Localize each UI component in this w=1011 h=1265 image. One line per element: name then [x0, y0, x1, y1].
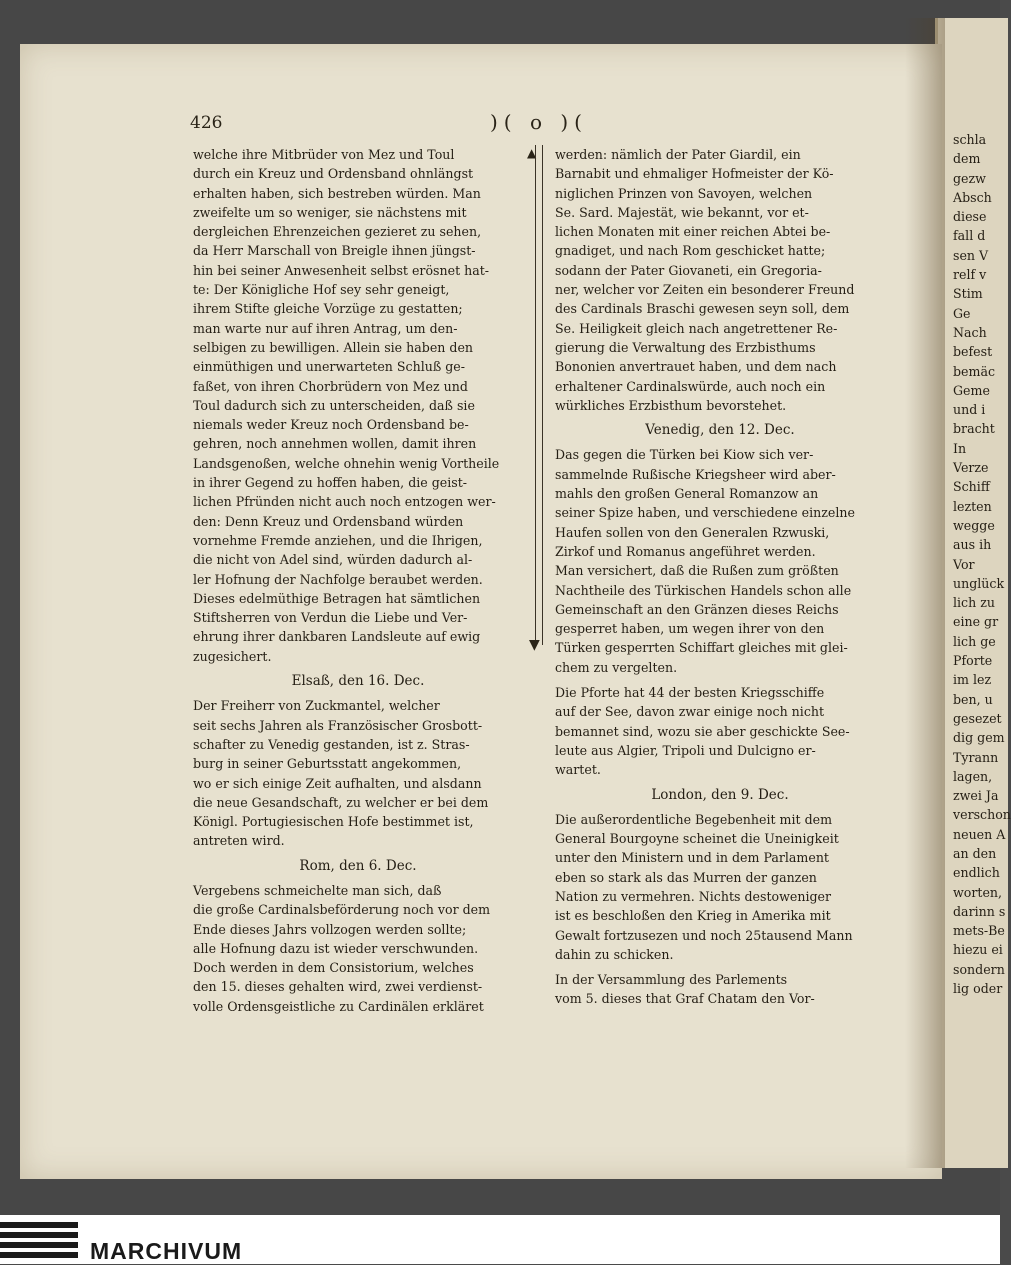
text-line: In der Versammlung des Parlements	[555, 972, 788, 988]
text-line: dig gem	[953, 730, 1005, 746]
text-line: welche ihre Mitbrüder von Mez und Toul	[193, 147, 455, 162]
text-line: man warte nur auf ihren Antrag, um den-	[193, 320, 458, 336]
text-line: lichen Pfründen nicht auch noch entzogen wer-	[193, 494, 496, 510]
text-line: zweifelte um so weniger, sie nächstens mit	[193, 204, 467, 220]
text-line: die große Cardinalsbeförderung noch vor dem	[193, 902, 491, 918]
text-line: unter den Ministern und in dem Parlament	[555, 850, 829, 866]
text-line: Vergebens schmeichelte man sich, daß	[193, 882, 442, 898]
text-line: gehren, noch annehmen wollen, damit ihren	[193, 436, 477, 452]
text-line: chem zu vergelten.	[555, 659, 678, 675]
text-line: Stim	[953, 286, 983, 302]
text-line: darinn s	[953, 903, 1006, 919]
text-line: mahls den großen General Romanzow an	[555, 486, 819, 502]
text-line: an den	[953, 845, 997, 861]
middle-paragraph-4	[555, 810, 885, 964]
text-line: ler Hofnung der Nachfolge beraubet werden.	[193, 571, 483, 587]
text-line: lezten	[953, 498, 992, 514]
text-line: sodann der Pater Giovaneti, ein Gregoria-	[555, 262, 822, 278]
dateline-rom: Rom, den 6. Dec.	[299, 857, 417, 874]
text-line: Gewalt fortzusezen und noch 25tausend Mann	[555, 927, 853, 943]
text-line: fall d	[953, 228, 986, 244]
column-divider	[535, 145, 543, 645]
text-line: relf v	[953, 267, 987, 283]
text-line: Se. Sard. Majestät, wie bekannt, vor et-	[555, 204, 809, 220]
text-line: niemals weder Kreuz noch Ordensband be-	[193, 417, 469, 433]
left-paragraph-2	[193, 696, 523, 850]
text-line: Türken gesperrten Schiffart gleiches mit glei-	[555, 640, 848, 656]
text-line: Nachtheile des Türkischen Handels schon alle	[555, 582, 852, 598]
text-line: dem	[953, 151, 981, 167]
text-line: die nicht von Adel sind, würden dadurch al-	[193, 552, 473, 568]
text-line: lich zu	[953, 595, 995, 611]
dateline-venedig: Venedig, den 12. Dec.	[645, 422, 795, 439]
left-paragraph-3	[193, 881, 523, 1016]
middle-paragraph-5	[555, 970, 885, 1009]
text-line: den 15. dieses gehalten wird, zwei verdienst-	[193, 979, 483, 995]
middle-column	[555, 145, 885, 1009]
text-line: hin bei seiner Anwesenheit selbst erösnet hat-	[193, 262, 490, 278]
text-line: selbigen zu bewilligen. Allein sie haben den	[193, 339, 474, 355]
text-line: worten,	[953, 884, 1003, 900]
text-line: befest	[953, 344, 993, 360]
text-line: leute aus Algier, Tripoli und Dulcigno er-	[555, 742, 816, 758]
text-line: werden: nämlich der Pater Giardil, ein	[555, 147, 801, 162]
text-line: burg in seiner Geburtsstatt angekommen,	[193, 756, 462, 772]
left-column	[193, 145, 523, 1016]
text-line: Tyrann	[953, 749, 999, 765]
text-line: gierung die Verwaltung des Erzbisthums	[555, 339, 816, 355]
text-line: einmüthigen und unerwarteten Schluß ge-	[193, 359, 466, 375]
text-line: bracht	[953, 421, 995, 437]
text-line: mets-Be	[953, 923, 1005, 939]
text-line: Se. Heiligkeit gleich nach angetrettener Re-	[555, 320, 838, 336]
text-line: te: Der Königliche Hof sey sehr geneigt,	[193, 282, 450, 298]
text-line: vom 5. dieses that Graf Chatam den Vor-	[555, 991, 815, 1007]
text-line: zugesichert.	[193, 648, 272, 664]
text-line: antreten wird.	[193, 833, 285, 849]
text-line: vornehme Fremde anziehen, und die Ihrigen,	[193, 532, 483, 548]
right-page-fragment	[953, 130, 1011, 998]
text-line: Königl. Portugiesischen Hofe bestimmet ist,	[193, 814, 474, 830]
header-ornament: )( o )(	[490, 110, 588, 134]
text-line: lich ge	[953, 633, 996, 649]
text-line: ner, welcher vor Zeiten ein besonderer Freund	[555, 282, 855, 298]
text-line: Man versichert, daß die Rußen zum größten	[555, 563, 839, 579]
text-line: Barnabit und ehmaliger Hofmeister der Kö-	[555, 166, 834, 182]
text-line: schafter zu Venedig gestanden, ist z. Stras-	[193, 736, 470, 752]
text-line: Dieses edelmüthige Betragen hat sämtlichen	[193, 590, 481, 606]
text-line: ihrem Stifte gleiche Vorzüge zu gestatten;	[193, 301, 463, 317]
divider-top-ornament: ▲	[527, 146, 537, 160]
text-line: Die Pforte hat 44 der besten Kriegsschiffe	[555, 685, 825, 701]
text-line: Stiftsherren von Verdun die Liebe und Ver-	[193, 610, 468, 626]
text-line: bemannet sind, wozu sie aber geschickte See-	[555, 723, 850, 739]
text-line: Nation zu vermehren. Nichts destoweniger	[555, 888, 832, 904]
text-line: auf der See, davon zwar einige noch nicht	[555, 704, 825, 720]
middle-paragraph-1	[555, 145, 885, 415]
text-line: dahin zu schicken.	[555, 946, 674, 962]
text-line: Bononien anvertrauet haben, und dem nach	[555, 359, 837, 375]
text-line: Ge	[953, 305, 971, 321]
text-line: Nach	[953, 324, 987, 340]
text-line: verschon	[953, 807, 1011, 823]
marchivum-logo-text: MARCHIVUM	[90, 1238, 243, 1264]
text-line: General Bourgoyne scheinet die Uneinigkeit	[555, 831, 839, 847]
text-line: bemäc	[953, 363, 996, 379]
text-line: seit sechs Jahren als Französischer Grosbott-	[193, 717, 483, 733]
text-line: gesperret haben, um wegen ihrer von den	[555, 621, 825, 637]
text-line: schla	[953, 132, 987, 147]
text-line: sen V	[953, 247, 989, 263]
text-line: Ende dieses Jahrs vollzogen werden sollte;	[193, 921, 467, 937]
text-line: Verze	[953, 460, 989, 476]
page-fold-shadow	[905, 18, 945, 1168]
text-line: Die außerordentliche Begebenheit mit dem	[555, 811, 833, 827]
text-line: würkliches Erzbisthum bevorstehet.	[555, 397, 787, 413]
text-line: Absch	[953, 189, 992, 205]
middle-paragraph-2	[555, 445, 885, 677]
text-line: dergleichen Ehrenzeichen gezieret zu sehen,	[193, 224, 482, 240]
text-line: des Cardinals Braschi gewesen seyn soll, dem	[555, 301, 850, 317]
text-line: gezw	[953, 170, 986, 186]
text-line: ehrung ihrer dankbaren Landsleute auf ewig	[193, 629, 481, 645]
text-line: unglück	[953, 575, 1005, 591]
text-line: wartet.	[555, 762, 601, 778]
text-line: die neue Gesandschaft, zu welcher er bei dem	[193, 794, 489, 810]
text-line: gesezet	[953, 710, 1002, 726]
dateline-london: London, den 9. Dec.	[651, 786, 789, 803]
text-line: alle Hofnung dazu ist wieder verschwunden.	[193, 940, 479, 956]
text-line: erhaltener Cardinalswürde, auch noch ein	[555, 378, 826, 394]
text-line: Landsgenoßen, welche ohnehin wenig Vortheile	[193, 455, 500, 471]
text-line: Gemeinschaft an den Gränzen dieses Reichs	[555, 601, 839, 617]
text-line: diese	[953, 209, 987, 225]
middle-paragraph-3	[555, 683, 885, 779]
text-line: durch ein Kreuz und Ordensband ohnlängst	[193, 166, 474, 182]
text-line: wo er sich einige Zeit aufhalten, und alsdann	[193, 775, 482, 791]
text-line: eine gr	[953, 614, 999, 630]
text-line: da Herr Marschall von Breigle ihnen jüngst-	[193, 243, 476, 259]
text-line: Das gegen die Türken bei Kiow sich ver-	[555, 447, 814, 463]
text-line: gnadiget, und nach Rom geschicket hatte;	[555, 243, 826, 259]
text-line: und i	[953, 402, 986, 418]
text-line: neuen A	[953, 826, 1006, 842]
divider-bottom-ornament: ▼	[529, 637, 540, 653]
text-line: aus ih	[953, 537, 992, 553]
text-line: volle Ordensgeistliche zu Cardinälen erkläret	[193, 998, 484, 1014]
text-line: im lez	[953, 672, 992, 688]
text-line: niglichen Prinzen von Savoyen, welchen	[555, 185, 813, 201]
text-line: eben so stark als das Murren der ganzen	[555, 869, 817, 885]
left-paragraph-1	[193, 145, 523, 666]
dateline-elsass: Elsaß, den 16. Dec.	[291, 673, 425, 690]
text-line: Toul dadurch sich zu unterscheiden, daß sie	[193, 397, 475, 413]
text-line: lig oder	[953, 981, 1003, 997]
text-line: sondern	[953, 961, 1005, 977]
text-line: seiner Spize haben, und verschiedene einzelne	[555, 505, 855, 521]
text-line: lagen,	[953, 768, 993, 784]
marchivum-logo-icon	[0, 1222, 78, 1264]
text-line: lichen Monaten mit einer reichen Abtei be-	[555, 224, 831, 240]
text-line: in ihrer Gegend zu hoffen haben, die geist-	[193, 475, 468, 491]
text-line: ist es beschloßen den Krieg in Amerika mit	[555, 908, 831, 924]
text-line: Doch werden in dem Consistorium, welches	[193, 960, 474, 976]
text-line: faßet, von ihren Chorbrüdern von Mez und	[193, 378, 468, 394]
text-line: hiezu ei	[953, 942, 1003, 958]
text-line: erhalten haben, sich bestreben würden. Man	[193, 185, 481, 201]
text-line: zwei Ja	[953, 788, 999, 804]
text-line: wegge	[953, 517, 995, 533]
page-number: 426	[190, 113, 223, 133]
text-line: Pforte	[953, 653, 993, 669]
text-line: den: Denn Kreuz und Ordensband würden	[193, 513, 464, 529]
text-line: Zirkof und Romanus angeführet werden.	[555, 543, 816, 559]
text-line: Haufen sollen von den Generalen Rzwuski,	[555, 524, 830, 540]
text-line: Geme	[953, 382, 990, 398]
text-line: Der Freiherr von Zuckmantel, welcher	[193, 698, 440, 714]
text-line: endlich	[953, 865, 1000, 881]
text-line: In	[953, 440, 967, 456]
text-line: Vor	[953, 556, 975, 572]
text-line: sammelnde Rußische Kriegsheer wird aber-	[555, 466, 836, 482]
text-line: Schiff	[953, 479, 990, 495]
text-line: ben, u	[953, 691, 993, 707]
